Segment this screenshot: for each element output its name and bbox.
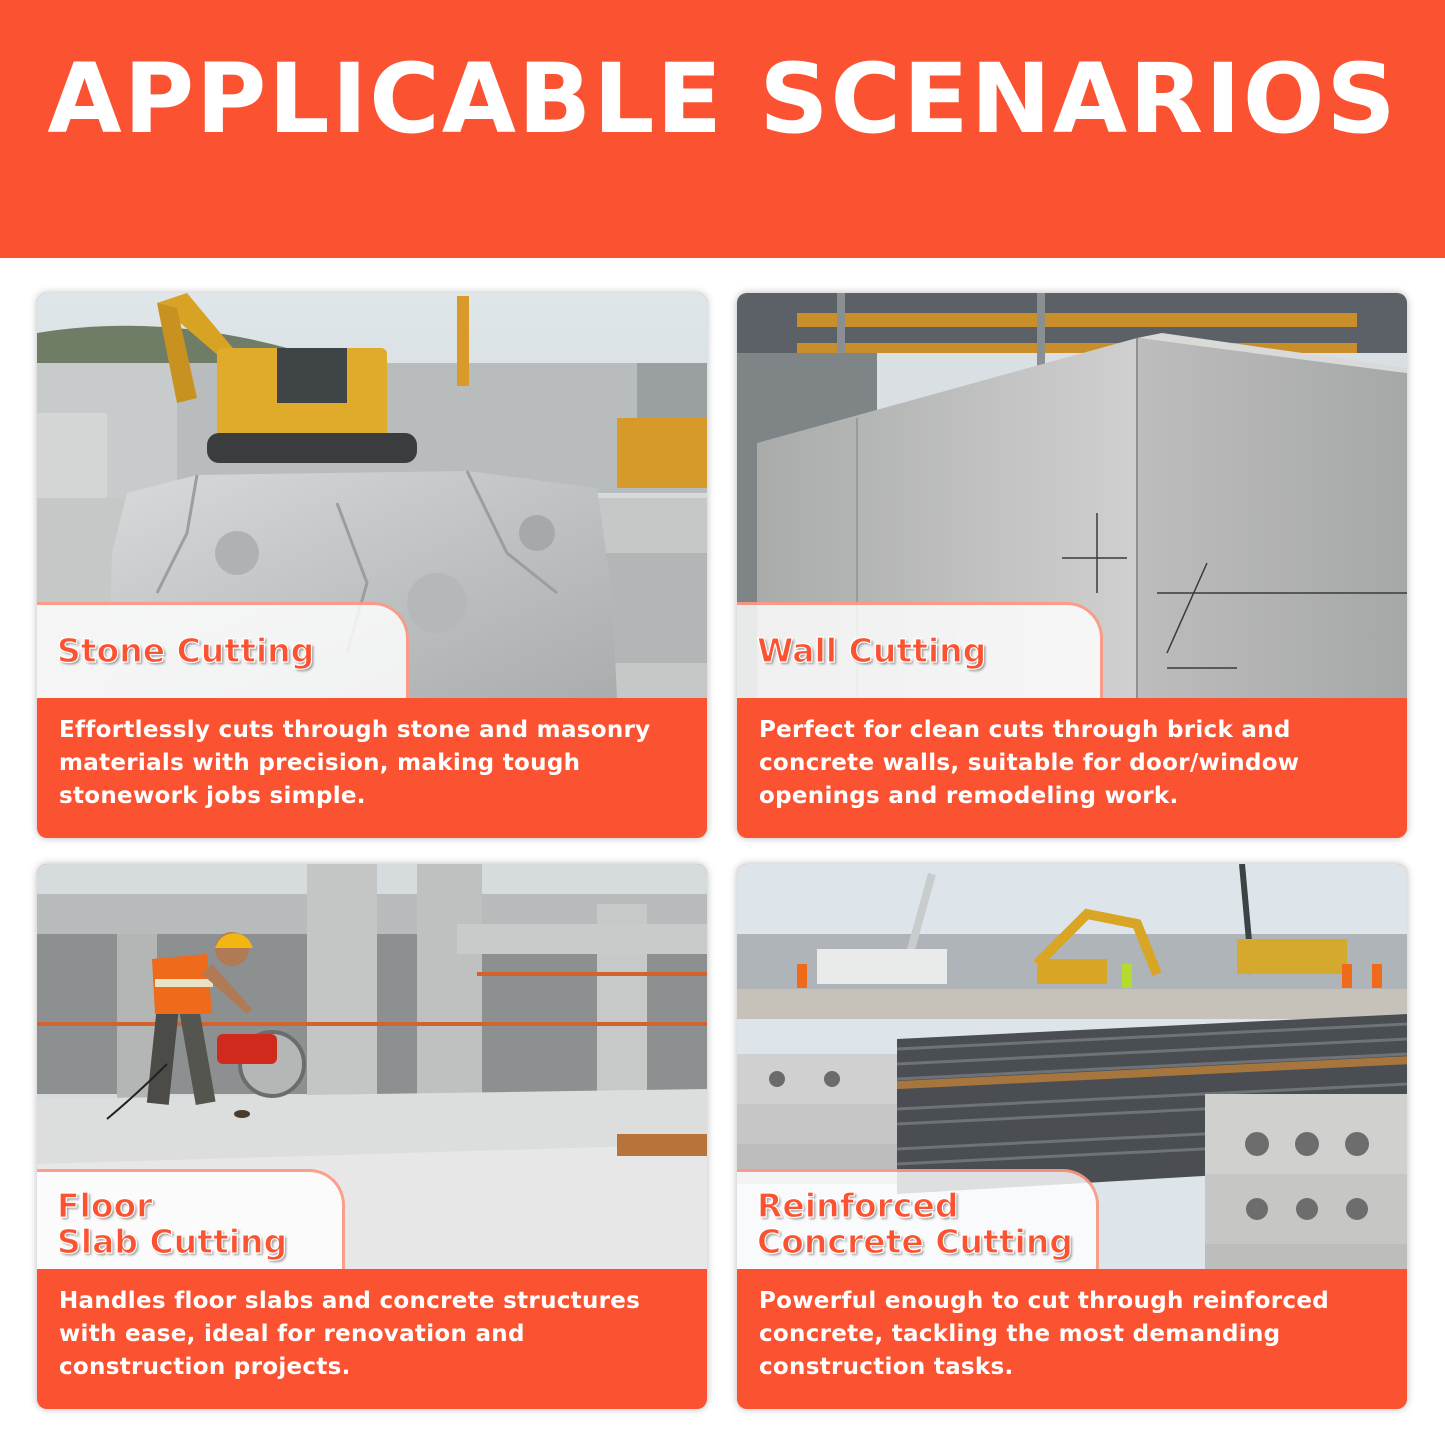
card-wall-cutting (737, 293, 1407, 838)
card-label-line-2: Concrete Cutting (757, 1222, 1073, 1261)
card-description: Perfect for clean cuts through brick and concrete walls, suitable for door/window openings and remodeling work. (759, 717, 1300, 809)
card-floor-slab-cutting (37, 864, 707, 1409)
card-label-line-1: Floor (57, 1186, 153, 1225)
page-title: APPLICABLE SCENARIOS (47, 43, 1398, 155)
card-label-box (37, 602, 409, 698)
card-label-line-1: Reinforced (757, 1186, 959, 1225)
concrete-wall-photo (737, 293, 1407, 698)
header-banner (0, 0, 1445, 258)
card-label-box (737, 1169, 1099, 1269)
card-description: Handles floor slabs and concrete structures with ease, ideal for renovation and construction projects. (59, 1288, 641, 1380)
rebar-concrete-photo (737, 864, 1407, 1269)
floor-slab-worker-photo (37, 864, 707, 1269)
card-label: Stone Cutting (57, 631, 315, 670)
card-label-box (737, 602, 1103, 698)
card-label-line-2: Slab Cutting (57, 1222, 288, 1261)
card-stone-cutting (37, 293, 707, 838)
card-description: Effortlessly cuts through stone and masonry materials with precision, making tough stonework jobs simple. (59, 717, 651, 809)
card-reinforced-concrete-cutting (737, 864, 1407, 1409)
card-description: Powerful enough to cut through reinforced concrete, tackling the most demanding construction tasks. (759, 1288, 1330, 1380)
stone-block-photo (37, 293, 707, 698)
card-label: Wall Cutting (757, 631, 987, 670)
card-label-box (37, 1169, 345, 1269)
